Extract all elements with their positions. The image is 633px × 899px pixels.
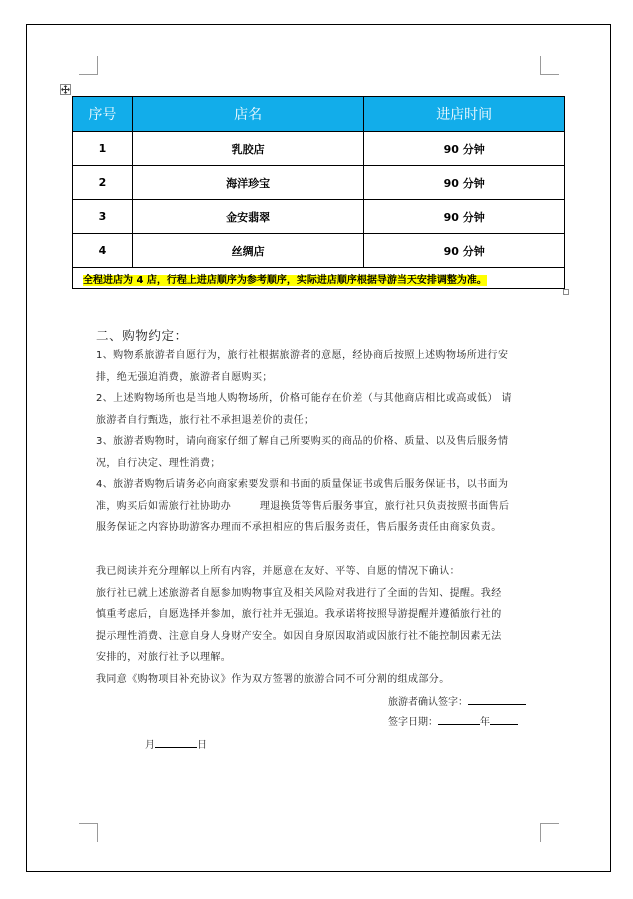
cell-duration: 90 分钟 (364, 166, 565, 200)
cell-duration: 90 分钟 (364, 132, 565, 166)
cell-duration: 90 分钟 (364, 234, 565, 268)
table-row (73, 166, 565, 200)
day-label: 日 (197, 740, 207, 751)
year-blank-line[interactable] (438, 713, 480, 725)
confirmation-paragraphs (96, 561, 526, 690)
table-note-cell (73, 268, 565, 289)
table-row (73, 132, 565, 166)
confirmation-line: 安排的，对旅行社予以理解。 (96, 652, 232, 663)
header-cell-duration: 进店时间 (364, 97, 565, 132)
agreement-line: 旅游者自行甄选，旅行社不承担退差价的责任； (96, 414, 315, 426)
agreement-line: 3、旅游者购物时，请向商家仔细了解自己所要购买的商品的价格、质量、以及售后服务情 (96, 436, 509, 447)
cell-shop-name: 乳胶店 (132, 132, 364, 166)
sign-date-label: 签字日期： (388, 717, 438, 728)
table-header-row (73, 97, 565, 132)
table-row (73, 200, 565, 234)
month-day-field (145, 736, 207, 751)
highlighted-note-text: 全程进店为 4 店，行程上进店顺序为参考顺序，实际进店顺序根据导游当天安排调整为准。 (83, 274, 487, 286)
table-resize-handle[interactable] (563, 289, 569, 295)
sign-date-field (388, 713, 518, 728)
shop-schedule-table (72, 96, 565, 289)
crop-mark-top-left (79, 56, 98, 75)
cell-index: 4 (73, 234, 133, 268)
cell-index: 1 (73, 132, 133, 166)
confirmation-line: 提示理性消费、注意自身人身财产安全。如因自身原因取消或因旅行社不能控制因素无法 (96, 630, 502, 642)
confirmation-line: 我同意《购物项目补充协议》作为双方签署的旅游合同不可分割的组成部分。 (96, 673, 450, 685)
day-blank-line[interactable] (155, 736, 197, 748)
month-label: 月 (145, 740, 155, 751)
crop-mark-bottom-right (540, 823, 559, 842)
cell-shop-name: 海洋珍宝 (132, 166, 364, 200)
agreement-line: 4、旅游者购物后请务必向商家索要发票和书面的质量保证书或售后服务保证书，以书面为 (96, 479, 509, 490)
agreement-line: 排，绝无强迫消费，旅游者自愿购买； (96, 371, 273, 383)
crop-mark-top-right (540, 56, 559, 75)
agreement-line: 准，购买后如需旅行社协助办 理退换货等售后服务事宜，旅行社只负责按照书面售后 (96, 500, 510, 512)
cell-shop-name: 金安翡翠 (132, 200, 364, 234)
month-prefix-blank-line[interactable] (490, 713, 518, 725)
confirmation-line: 慎重考虑后，自愿选择并参加，旅行社并无强迫。我承诺将按照导游提醒并遵循旅行社的 (96, 609, 502, 620)
agreement-line: 服务保证之内容协助游客办理而不承担相应的售后服务责任，售后服务责任由商家负责。 (96, 522, 502, 533)
agreement-line: 况，自行决定、理性消费； (96, 457, 221, 469)
signer-label: 旅游者确认签字： (388, 697, 468, 708)
crop-mark-bottom-left (79, 823, 98, 842)
year-label: 年 (480, 717, 490, 728)
table-row (73, 234, 565, 268)
agreement-line: 1、购物系旅游者自愿行为，旅行社根据旅游者的意愿，经协商后按照上述购物场所进行安 (96, 350, 509, 361)
signer-signature-field (388, 693, 526, 708)
table-move-handle-icon[interactable] (60, 84, 71, 95)
cell-index: 3 (73, 200, 133, 234)
agreement-paragraphs (96, 345, 526, 539)
table-note-row (73, 268, 565, 289)
agreement-line: 2、上述购物场所也是当地人购物场所，价格可能存在价差（与其他商店相比或高或低） 请 (96, 393, 512, 404)
section-title: 二、购物约定： (96, 328, 188, 343)
header-cell-shop-name: 店名 (132, 97, 364, 132)
cell-index: 2 (73, 166, 133, 200)
signer-blank-line[interactable] (468, 693, 526, 705)
header-cell-index: 序号 (73, 97, 133, 132)
confirmation-line: 旅行社已就上述旅游者自愿参加购物事宜及相关风险对我进行了全面的告知、提醒。我经 (96, 587, 502, 599)
confirmation-line: 我已阅读并充分理解以上所有内容，并愿意在友好、平等、自愿的情况下确认： (96, 566, 460, 577)
cell-duration: 90 分钟 (364, 200, 565, 234)
cell-shop-name: 丝绸店 (132, 234, 364, 268)
